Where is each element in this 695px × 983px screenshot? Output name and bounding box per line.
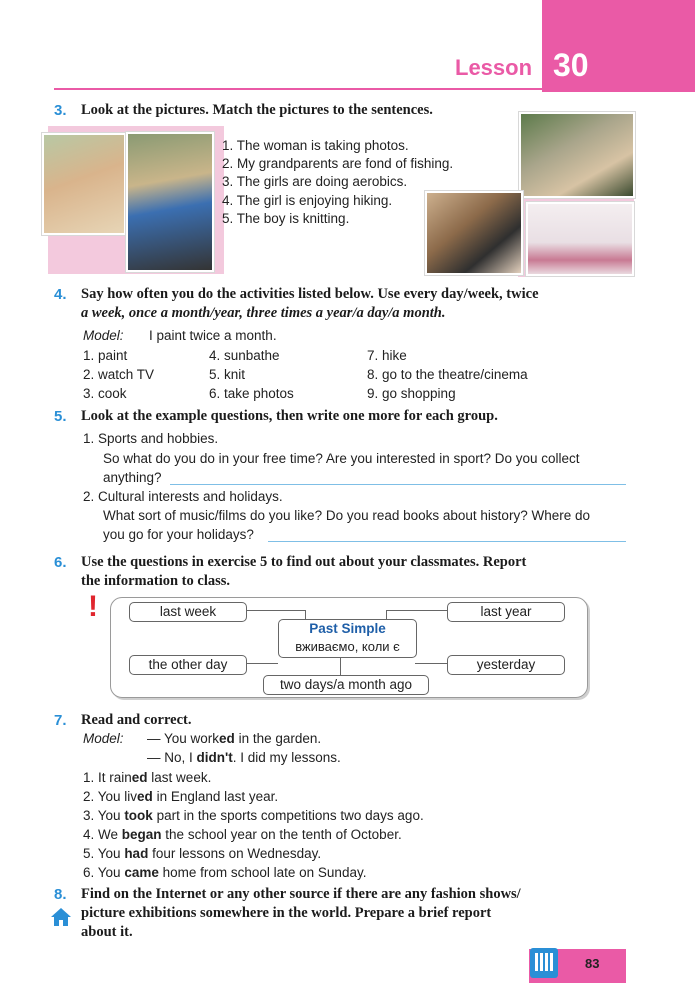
ex8-instruction-line1: Find on the Internet or any other source if there are any fashion shows/ xyxy=(81,886,521,902)
ex4-instruction-line1: Say how often you do the activities listed below. Use every day/week, twice xyxy=(81,286,539,302)
ex7-model-line2 xyxy=(147,750,341,765)
ex7-item xyxy=(83,844,424,863)
ex7-item xyxy=(83,825,424,844)
ex4-item: 9. go shopping xyxy=(367,386,456,401)
ex3-number: 3. xyxy=(54,102,67,119)
the-other-day-box: the other day xyxy=(129,655,247,675)
ex5-answer-line-1[interactable] xyxy=(170,484,626,485)
ex7-items xyxy=(83,768,424,882)
ex7-item-text: 1. It rain xyxy=(83,770,132,785)
ex3-sentence-2: 2. My grandparents are fond of fishing. xyxy=(222,156,454,172)
page-number: 83 xyxy=(585,956,600,971)
ex3-sentence-4: 4. The girl is enjoying hiking. xyxy=(222,192,393,208)
ex5-group2-title: 2. Cultural interests and holidays. xyxy=(83,489,283,504)
past-simple-title: Past Simple xyxy=(309,621,386,636)
ex8-instruction-line3: about it. xyxy=(81,924,133,940)
ex4-item: 7. hike xyxy=(367,348,407,363)
ex7-item-bold: ed xyxy=(137,789,153,804)
ex4-item: 4. sunbathe xyxy=(209,348,280,363)
qr-code-icon[interactable] xyxy=(530,948,558,978)
ex7-item xyxy=(83,806,424,825)
ex7-item xyxy=(83,787,424,806)
ex4-number: 4. xyxy=(54,286,67,303)
ex3-sentences xyxy=(222,137,453,228)
ex7-number: 7. xyxy=(54,712,67,729)
ex8-number: 8. xyxy=(54,886,67,903)
ex4-instruction-line2: a week, once a month/year, three times a year/a day/a month. xyxy=(81,305,446,321)
ex7-model-bold: ed xyxy=(219,731,235,746)
ex6-instruction-line1: Use the questions in exercise 5 to find out about your classmates. Report xyxy=(81,554,527,570)
ex4-item: 3. cook xyxy=(83,386,127,401)
ex7-item-text: last week. xyxy=(147,770,212,785)
ex5-group1-title: 1. Sports and hobbies. xyxy=(83,431,219,446)
connector xyxy=(386,610,447,611)
girls-aerobics-photo xyxy=(526,202,634,276)
ex8-instruction-line2: picture exhibitions somewhere in the world. Prepare a brief report xyxy=(81,905,492,921)
last-week-box: last week xyxy=(129,602,247,622)
ex3-sentence-3: 3. The girls are doing aerobics. xyxy=(222,174,408,190)
ex7-item-bold: began xyxy=(121,827,162,842)
ex7-model-line1 xyxy=(147,731,321,746)
ex4-item: 8. go to the theatre/cinema xyxy=(367,367,528,382)
ex3-instruction: Look at the pictures. Match the pictures to the sentences. xyxy=(81,102,433,118)
past-simple-center-box xyxy=(278,619,417,658)
ex7-item-text: the school year on the tenth of October. xyxy=(161,827,402,842)
header-rule xyxy=(54,88,542,90)
girl-hiking-photo xyxy=(126,132,214,272)
ex7-item-text: in England last year. xyxy=(152,789,279,804)
ex5-group1-q-line1: So what do you do in your free time? Are you interested in sport? Do you collect xyxy=(103,451,580,466)
boy-knitting-photo xyxy=(42,133,126,235)
ex7-model-text: — You work xyxy=(147,731,220,746)
past-simple-subtitle: вживаємо, коли є xyxy=(295,639,400,654)
ex7-item-text: part in the sports competitions two days ago. xyxy=(152,808,424,823)
connector xyxy=(340,655,341,675)
ex4-col1 xyxy=(83,346,154,403)
ex4-item: 2. watch TV xyxy=(83,367,155,382)
connector xyxy=(415,663,447,664)
ex4-col2 xyxy=(209,346,294,403)
ex7-instruction: Read and correct. xyxy=(81,712,192,728)
ex6-instruction-line2: the information to class. xyxy=(81,573,231,589)
ex7-model-text: . I did my lessons. xyxy=(232,750,341,765)
connector xyxy=(245,663,278,664)
ex7-item-text: 6. You xyxy=(83,865,125,880)
ex5-answer-line-2[interactable] xyxy=(268,541,626,542)
ex7-item-text: four lessons on Wednesday. xyxy=(148,846,322,861)
ex4-model-text: I paint twice a month. xyxy=(149,328,277,343)
ex7-item-bold: took xyxy=(124,808,153,823)
ex5-number: 5. xyxy=(54,408,67,425)
two-days-box: two days/a month ago xyxy=(263,675,429,695)
ex4-item: 5. knit xyxy=(209,367,246,382)
lesson-number: 30 xyxy=(553,47,589,83)
ex7-item-bold: came xyxy=(124,865,159,880)
ex5-group1-q-line2: anything? xyxy=(103,470,162,485)
ex6-number: 6. xyxy=(54,554,67,571)
ex7-item xyxy=(83,768,424,787)
ex5-group2-q-line1: What sort of music/films do you like? Do you read books about history? Where do xyxy=(103,508,590,523)
ex7-item-text: 3. You xyxy=(83,808,125,823)
ex7-item-bold: ed xyxy=(131,770,148,785)
ex7-model-text: — No, I xyxy=(147,750,197,765)
ex4-item: 6. take photos xyxy=(209,386,294,401)
ex4-item: 1. paint xyxy=(83,348,128,363)
yesterday-box: yesterday xyxy=(447,655,565,675)
last-year-box: last year xyxy=(447,602,565,622)
ex5-instruction: Look at the example questions, then write one more for each group. xyxy=(81,408,498,424)
ex5-group2-q-line2: you go for your holidays? xyxy=(103,527,254,542)
ex7-model-label: Model: xyxy=(83,731,124,746)
ex4-col3 xyxy=(367,346,528,403)
home-icon xyxy=(50,906,72,928)
ex3-sentence-1: 1. The woman is taking photos. xyxy=(222,138,409,153)
ex7-model-text: in the garden. xyxy=(234,731,322,746)
qr-code-pattern xyxy=(535,953,553,971)
exclamation-mark: ! xyxy=(88,590,98,623)
ex7-item-text: 5. You xyxy=(83,846,125,861)
ex7-item-text: home from school late on Sunday. xyxy=(158,865,367,880)
ex7-item xyxy=(83,863,424,882)
lesson-label: Lesson xyxy=(455,55,533,80)
ex7-item-text: 2. You liv xyxy=(83,789,138,804)
ex7-item-bold: had xyxy=(124,846,149,861)
ex3-sentence-5: 5. The boy is knitting. xyxy=(222,210,350,226)
ex7-item-text: 4. We xyxy=(83,827,122,842)
ex4-model-label: Model: xyxy=(83,328,124,343)
ex7-model-bold: didn't xyxy=(196,750,233,765)
connector xyxy=(245,610,306,611)
grandparents-fishing-photo xyxy=(519,112,635,198)
